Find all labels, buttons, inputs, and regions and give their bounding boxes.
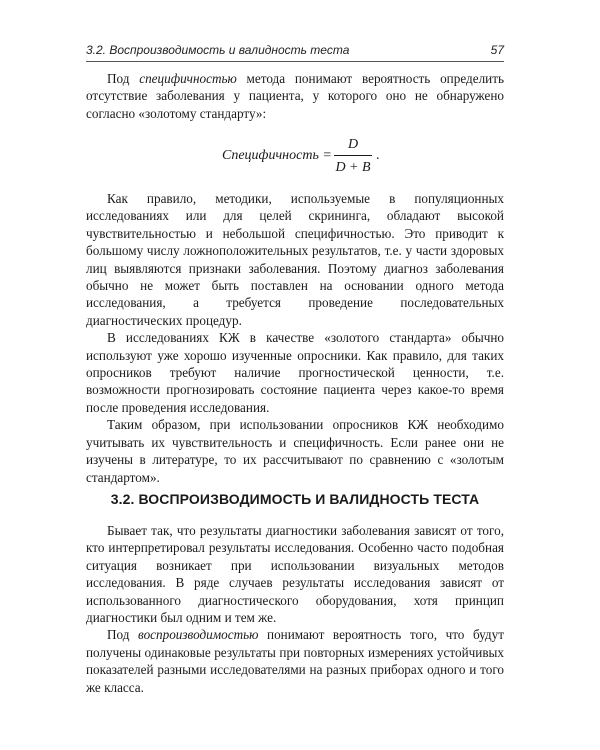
p2-text-start: Под: [107, 627, 139, 643]
body-block: [86, 190, 504, 486]
term-specificity: специфичностью: [139, 71, 237, 86]
body-paragraph: Таким образом, при использовании опросников КЖ необходимо учитывать их чувствительность и специфичность. Если ранее они не изучены в литературе, то их рассчитывают по сравнению с «золотым стандартом».: [86, 417, 504, 485]
p2-text-end: понимают вероятность того, что будут получены одинаковые результаты при повторных измерениях устойчивых показателей разными исследователями на разных приборах одного и того же класса.: [86, 627, 504, 695]
intro-paragraph: [86, 70, 504, 122]
running-head: [86, 41, 504, 62]
body-paragraph: Как правило, методики, используемые в популяционных исследованиях или для целей скрининга, обладают высокой чувствительностью и небольшой специфичностью. Это приводит к большому числу ложноположительных результатов, т.е. у части здоровых лиц выявляются признаки заболевания. Поэтому диагноз заболевания обычно не может быть поставлен на основании одного метода исследования, а требуется проведение последовательных диагностических процедур.: [86, 191, 504, 328]
intro-text-end: метода понимают вероятность определить отсутствие заболевания у пациента, у которого оно не обнаружено согласно «золотому стандарту»:: [86, 71, 504, 121]
page-number: 57: [490, 43, 504, 57]
section-heading: 3.2. ВОСПРОИЗВОДИМОСТЬ И ВАЛИДНОСТЬ ТЕСТА: [110, 491, 480, 507]
formula-lhs-label: Специфичность: [222, 148, 319, 163]
formula-numerator: D: [347, 137, 359, 152]
section-body: [86, 522, 504, 696]
section-paragraph: [86, 626, 504, 696]
specificity-formula: [222, 135, 402, 179]
running-head-title: 3.2. Воспроизводимость и валидность теста: [86, 43, 350, 57]
formula-period: .: [376, 148, 380, 163]
formula-fraction: [334, 135, 372, 177]
fraction-bar: [334, 155, 372, 156]
formula-lhs: [222, 148, 332, 164]
formula-equals: =: [322, 148, 332, 163]
intro-text-start: Под: [107, 71, 140, 86]
formula-denominator: D + B: [335, 160, 371, 175]
body-paragraph: В исследованиях КЖ в качестве «золотого стандарта» обычно используют уже хорошо изученные опросники. Как правило, для таких опросников требуют наличие прогностической ценности, т.е. возможности прогнозировать состояние пациента через какое-то время после проведения исследования.: [86, 330, 504, 415]
section-paragraph: Бывает так, что результаты диагностики заболевания зависят от того, кто интерпретировал результаты исследования. Особенно часто подобная ситуация возникает при использовании визуальных методов исследования. В ряде случаев результаты исследования зависят от использованного диагностического оборудования, хотя принцип диагностики был одним и тем же.: [86, 523, 504, 626]
intro-block: [86, 70, 504, 122]
term-reproducibility: воспроизводимостью: [138, 627, 259, 643]
